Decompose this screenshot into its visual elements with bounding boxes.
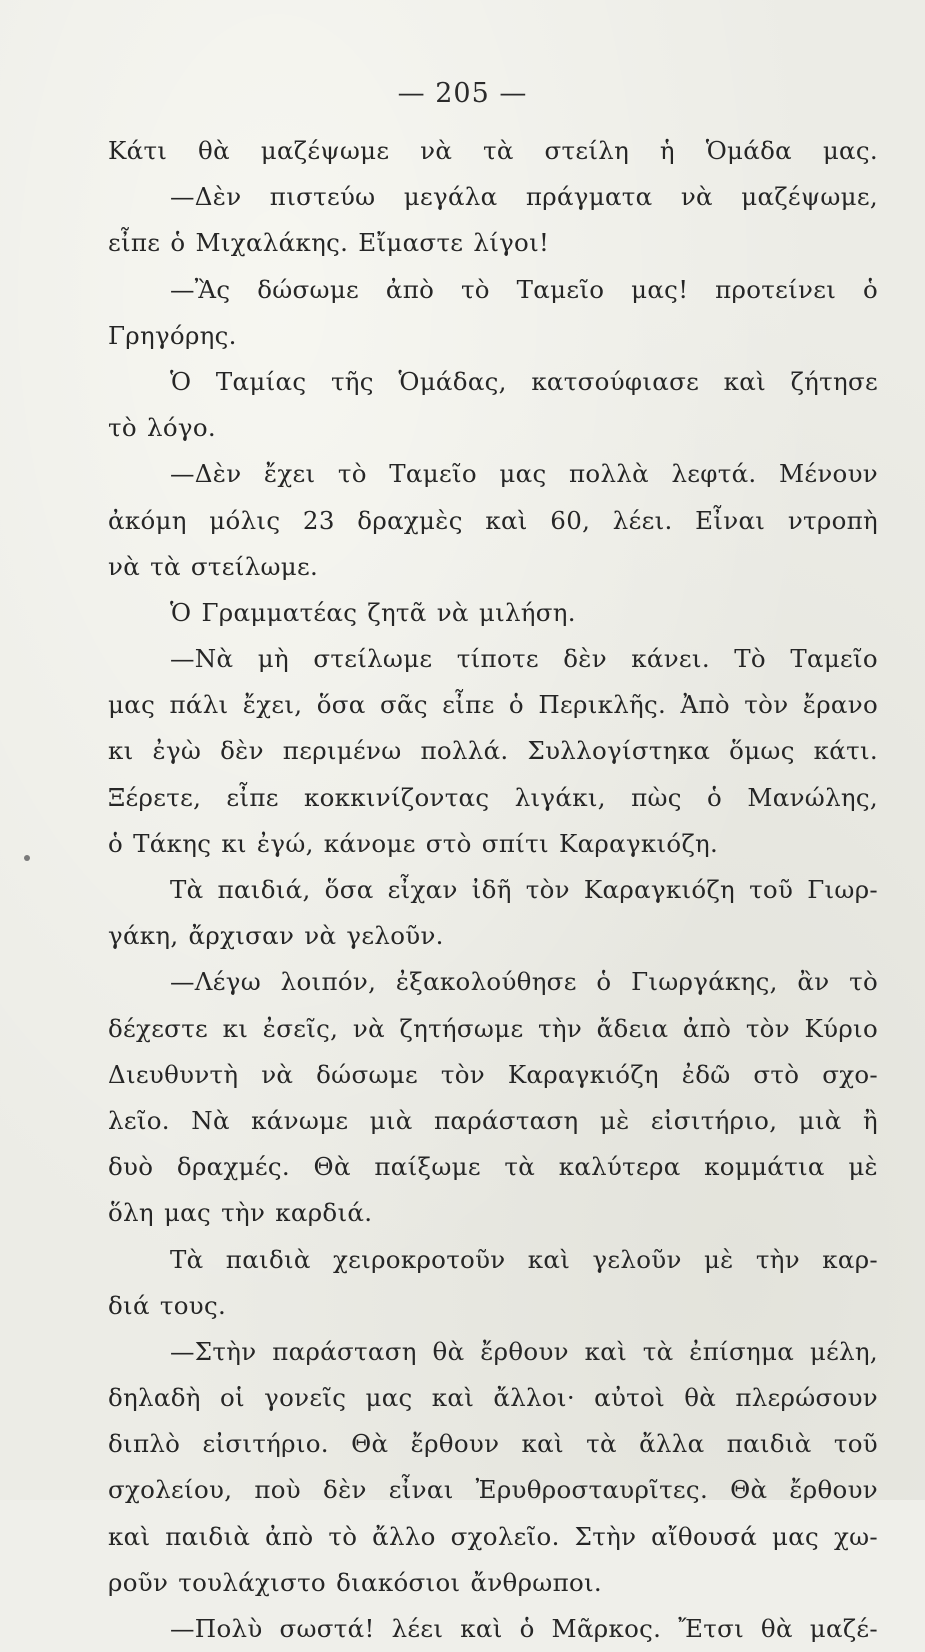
text-line: Διευθυντὴ νὰ δώσωμε τὸν Καραγκιόζη ἐδῶ στὸ σχο- [108,1059,878,1089]
text-line: Τὰ παιδιὰ χειροκροτοῦν καὶ γελοῦν μὲ τὴν καρ- [170,1244,878,1274]
text-line: —Δὲν πιστεύω μεγάλα πράγματα νὰ μαζέψωμε, [170,182,878,212]
text-line: νὰ τὰ στείλωμε. [108,551,319,581]
text-line: —Λέγω λοιπόν, ἐξακολούθησε ὁ Γιωργάκης, ἂν τὸ [170,967,878,997]
text-line: Κάτι θὰ μαζέψωμε νὰ τὰ στείλη ἡ Ὁμάδα μας. [108,136,878,165]
text-line: Τὰ παιδιά, ὅσα εἶχαν ἰδῆ τὸν Καραγκιόζη τοῦ Γιωρ- [170,875,878,904]
text-line: ὁ Τάκης κι ἐγώ, κάνομε στὸ σπίτι Καραγκιόζη. [108,828,719,858]
text-line: δέχεστε κι ἐσεῖς, νὰ ζητήσωμε τὴν ἄδεια ἀπὸ τὸν Κύριο [108,1013,878,1043]
text-line: ὅλη μας τὴν καρδιά. [108,1198,373,1228]
text-line: δυὸ δραχμές. Θὰ παίξωμε τὰ καλύτερα κομμάτια μὲ [108,1152,878,1182]
text-line: εἶπε ὁ Μιχαλάκης. Εἴμαστε λίγοι! [108,228,550,258]
text-line: ἀκόμη μόλις 23 δραχμὲς καὶ 60, λέει. Εἶναι ντροπὴ [108,505,878,535]
text-line: σχολείου, ποὺ δὲν εἶναι Ἐρυθροσταυρῖτες. Θὰ ἔρθουν [108,1475,878,1505]
text-line: —Ἂς δώσωμε ἀπὸ τὸ Ταμεῖο μας! προτείνει ὁ [170,274,878,304]
text-line: —Πολὺ σωστά! λέει καὶ ὁ Μᾶρκος. Ἔτσι θὰ μαζέ- [170,1614,878,1643]
text-line: κι ἐγὼ δὲν περιμένω πολλά. Συλλογίστηκα ὅμως κάτι. [108,736,878,766]
text-line: Ξέρετε, εἶπε κοκκινίζοντας λιγάκι, πὼς ὁ Μανώλης, [108,782,878,812]
text-line: μας πάλι ἔχει, ὅσα σᾶς εἶπε ὁ Περικλῆς. Ἀπὸ τὸν ἔρανο [108,690,878,720]
text-line: ροῦν τουλάχιστο διακόσιοι ἄνθρωποι. [108,1567,603,1597]
text-line: —Νὰ μὴ στείλωμε τίποτε δὲν κάνει. Τὸ Ταμεῖο [170,644,878,674]
body-text [108,128,878,1652]
text-line: τὸ λόγο. [108,413,216,443]
page-number: — 205 — [397,78,528,109]
text-line: γάκη, ἄρχισαν νὰ γελοῦν. [108,921,444,951]
text-line: Ὁ Ταμίας τῆς Ὁμάδας, κατσούφιασε καὶ ζήτησε [170,366,878,396]
text-line: —Δὲν ἔχει τὸ Ταμεῖο μας πολλὰ λεφτά. Μένουν [170,459,878,489]
margin-mark [24,855,30,861]
text-line: λεῖο. Νὰ κάνωμε μιὰ παράσταση μὲ εἰσιτήριο, μιὰ ἢ [108,1105,878,1135]
text-line: δηλαδὴ οἱ γονεῖς μας καὶ ἄλλοι· αὐτοὶ θὰ πλερώσουν [108,1383,878,1413]
text-line: Ὁ Γραμματέας ζητᾶ νὰ μιλήση. [170,597,576,627]
text-line: καὶ παιδιὰ ἀπὸ τὸ ἄλλο σχολεῖο. Στὴν αἴθουσά μας χω- [108,1521,878,1551]
text-line: διά τους. [108,1290,227,1320]
text-line: Γρηγόρης. [108,320,237,350]
text-line: —Στὴν παράσταση θὰ ἔρθουν καὶ τὰ ἐπίσημα μέλη, [170,1336,878,1366]
text-line: διπλὸ εἰσιτήριο. Θὰ ἔρθουν καὶ τὰ ἄλλα παιδιὰ τοῦ [108,1429,878,1459]
